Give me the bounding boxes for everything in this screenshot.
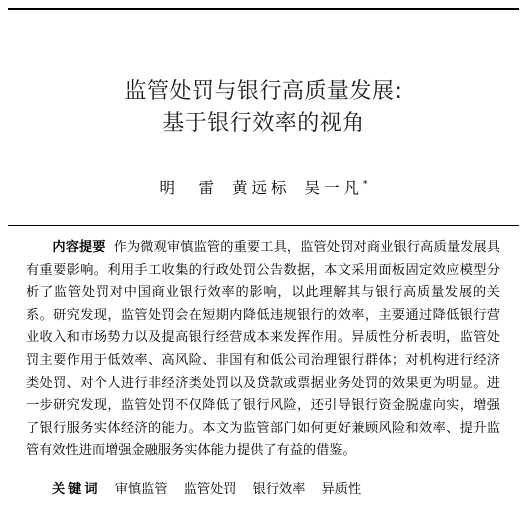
keyword: 监管处罚 — [183, 482, 237, 497]
title-block — [0, 76, 527, 140]
paper-title-line-2: 基于银行效率的视角 — [162, 111, 365, 136]
keyword: 审慎监管 — [114, 482, 168, 497]
author-2: 黄远标 — [231, 179, 291, 197]
section-rule — [8, 225, 519, 226]
keywords-label: 关键词 — [52, 482, 101, 497]
abstract-label: 内容提要 — [52, 240, 106, 255]
keywords — [52, 479, 373, 501]
abstract — [26, 237, 500, 463]
paper-title-line-1: 监管处罚与银行高质量发展: — [124, 79, 403, 104]
author-list — [0, 176, 527, 198]
keyword: 银行效率 — [252, 482, 306, 497]
author-footnote-mark: * — [363, 179, 368, 190]
top-rule — [8, 8, 519, 10]
author-1: 明 雷 — [159, 179, 218, 197]
keyword: 异质性 — [321, 482, 362, 497]
author-3: 吴一凡 — [304, 179, 364, 197]
abstract-text: 作为微观审慎监管的重要工具，监管处罚对商业银行高质量发展具有重要影响。利用手工收集的行政处罚公告数据，本文采用面板固定效应模型分析了监管处罚对中国商业银行效率的影响，以此理解其与银行高质量发展的关系。研究发现，监管处罚会在短期内降低违规银行的效率，主要通过降低银行营业收入和市场势力以及提高银行经营成本来发挥作用。异质性分析表明，监管处罚主要作用于低效率、高风险、非国有和低公司治理银行群体；对机构进行经济类处罚、对个人进行非经济类处罚以及贷款或票据业务处罚的效果更为明显。进一步研究发现，监管处罚不仅降低了银行风险，还引导银行资金脱虚向实，增强了银行服务实体经济的能力。本文为监管部门如何更好兼顾风险和效率、提升监管有效性进而增强金融服务实体能力提供了有益的借鉴。 — [26, 240, 501, 459]
